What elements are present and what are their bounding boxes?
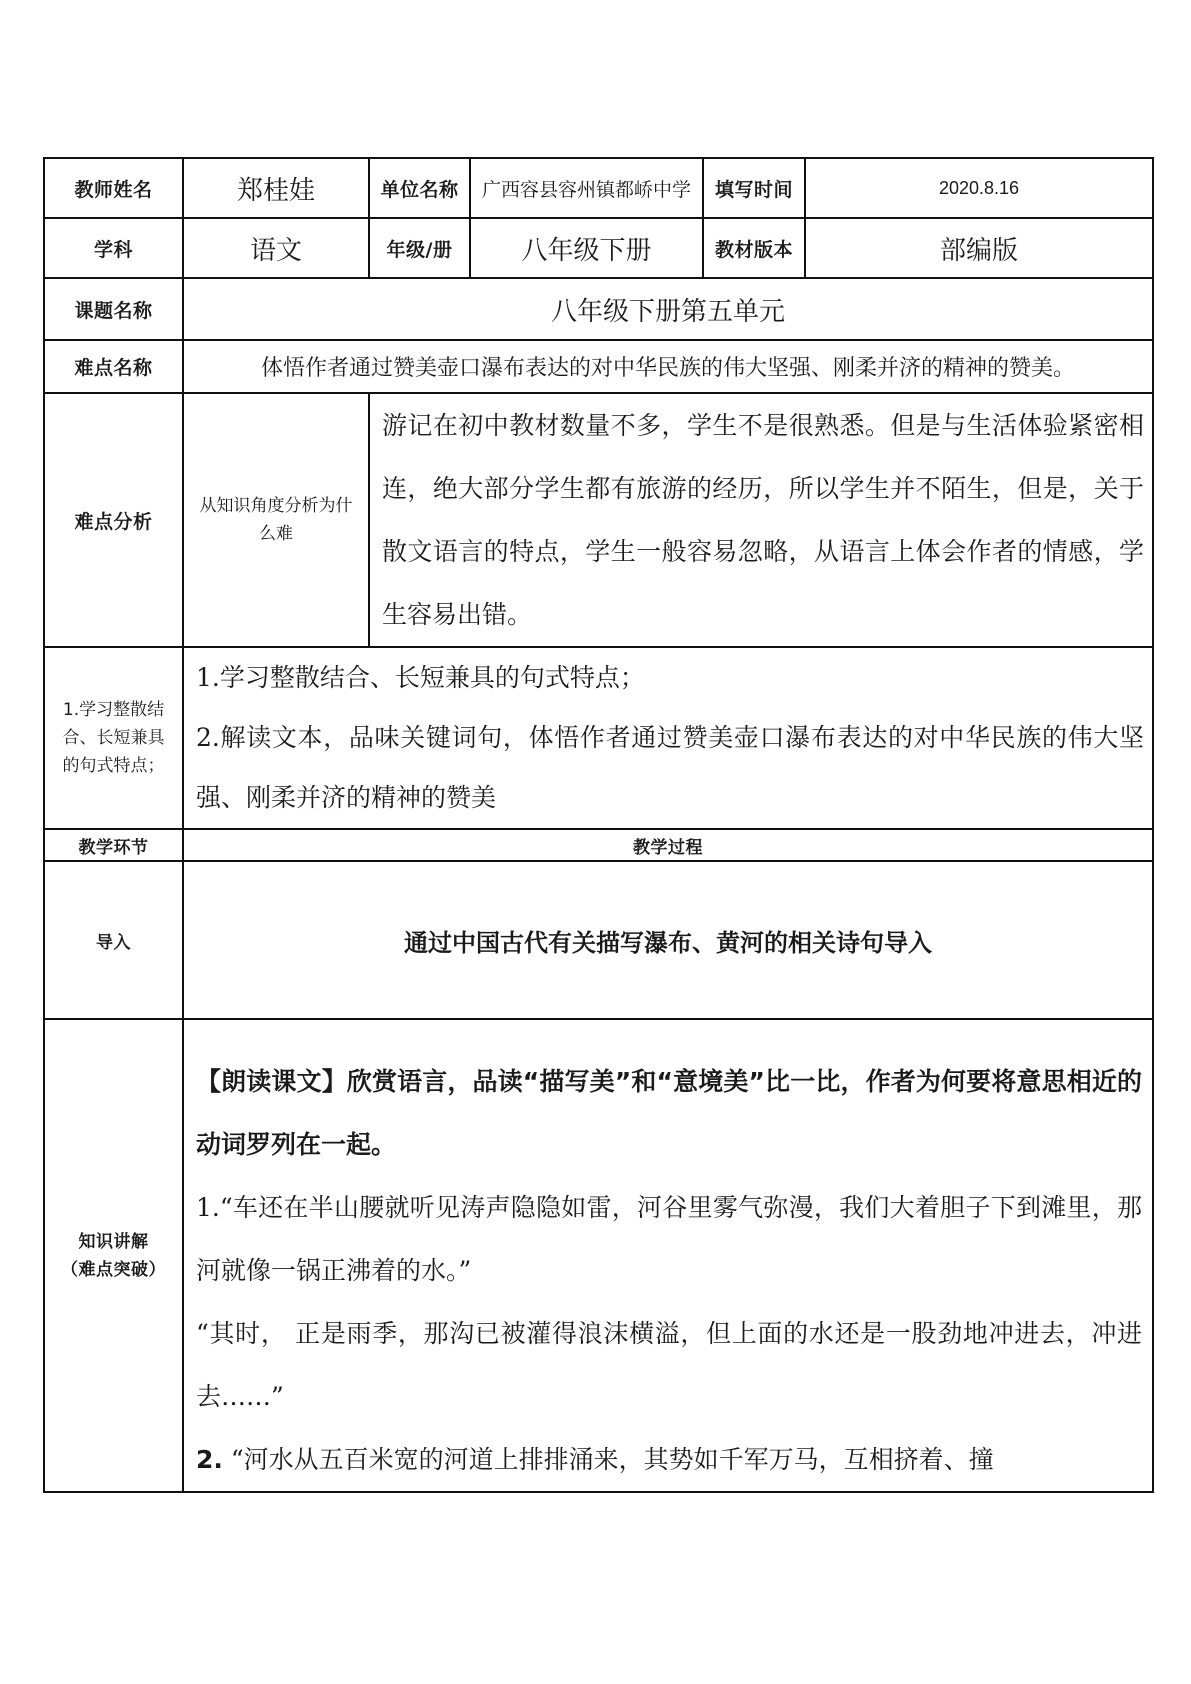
knowledge-label-line1: 知识讲解 (78, 1231, 149, 1252)
unit-name: 广西容县容州镇都峤中学 (470, 158, 703, 218)
objectives-label: 1.学习整散结合、长短兼具的句式特点； (44, 647, 183, 829)
header-row-2 (44, 218, 1153, 278)
intro-label: 导入 (44, 861, 183, 1019)
knowledge-row (44, 1019, 1153, 1492)
grade-value: 八年级下册 (470, 218, 703, 278)
objectives-row (44, 647, 1153, 829)
date-label: 填写时间 (703, 158, 805, 218)
topic-label: 课题名称 (44, 278, 183, 340)
knowledge-content (183, 1019, 1153, 1492)
teacher-name: 郑桂娃 (183, 158, 369, 218)
subject-value: 语文 (183, 218, 369, 278)
analysis-paragraph: 游记在初中教材数量不多，学生不是很熟悉。但是与生活体验紧密相连，绝大部分学生都有旅游的经历，所以学生并不陌生，但是，关于散文语言的特点，学生一般容易忽略，从语言上体会作者的情感，学生容易出错。 (382, 411, 1144, 629)
intro-text: 通过中国古代有关描写瀑布、黄河的相关诗句导入 (183, 861, 1153, 1019)
difficulty-value: 体悟作者通过赞美壶口瀑布表达的对中华民族的伟大坚强、刚柔并济的精神的赞美。 (183, 340, 1153, 393)
difficulty-row (44, 340, 1153, 393)
edition-label: 教材版本 (703, 218, 805, 278)
objective-2: 2.解读文本，品味关键词句，体悟作者通过赞美壶口瀑布表达的对中华民族的伟大坚强、刚柔并济的精神的赞美 (196, 723, 1144, 812)
date-value: 2020.8.16 (805, 158, 1153, 218)
teacher-label: 教师姓名 (44, 158, 183, 218)
item-2-text: “河水从五百米宽的河道上排排涌来，其势如千军万马，互相挤着、撞 (230, 1445, 994, 1474)
knowledge-item-1 (196, 1176, 1142, 1302)
process-header-row (44, 829, 1153, 861)
process-label: 教学过程 (183, 829, 1153, 861)
analysis-sub-label: 从知识角度分析为什么难 (183, 393, 369, 647)
grade-label: 年级/册 (369, 218, 470, 278)
topic-row (44, 278, 1153, 340)
knowledge-item-2 (196, 1428, 1142, 1491)
unit-label: 单位名称 (369, 158, 470, 218)
knowledge-item-1b: “其时， 正是雨季，那沟已被灌得浪沫横溢，但上面的水还是一股劲地冲进去，冲进去……” (196, 1319, 1142, 1411)
difficulty-label: 难点名称 (44, 340, 183, 393)
item-1-text: “车还在半山腰就听见涛声隐隐如雷，河谷里雾气弥漫，我们大着胆子下到滩里，那河就像一锅正沸着的水。” (196, 1193, 1142, 1285)
knowledge-task: 【朗读课文】欣赏语言，品读“描写美”和“意境美”比一比，作者为何要将意思相近的动词罗列在一起。 (196, 1067, 1142, 1159)
topic-value: 八年级下册第五单元 (183, 278, 1153, 340)
objectives-content (183, 647, 1153, 829)
analysis-text (369, 393, 1153, 647)
edition-value: 部编版 (805, 218, 1153, 278)
objective-1: 1.学习整散结合、长短兼具的句式特点； (196, 663, 645, 692)
analysis-row (44, 393, 1153, 647)
item-2-number: 2. (196, 1445, 223, 1474)
knowledge-label-line2: （难点突破） (61, 1259, 166, 1280)
item-1-number: 1. (196, 1193, 220, 1222)
subject-label: 学科 (44, 218, 183, 278)
stage-label: 教学环节 (44, 829, 183, 861)
header-row-1 (44, 158, 1153, 218)
knowledge-label (44, 1019, 183, 1492)
analysis-label: 难点分析 (44, 393, 183, 647)
intro-row (44, 861, 1153, 1019)
lesson-plan-table (43, 157, 1154, 1493)
